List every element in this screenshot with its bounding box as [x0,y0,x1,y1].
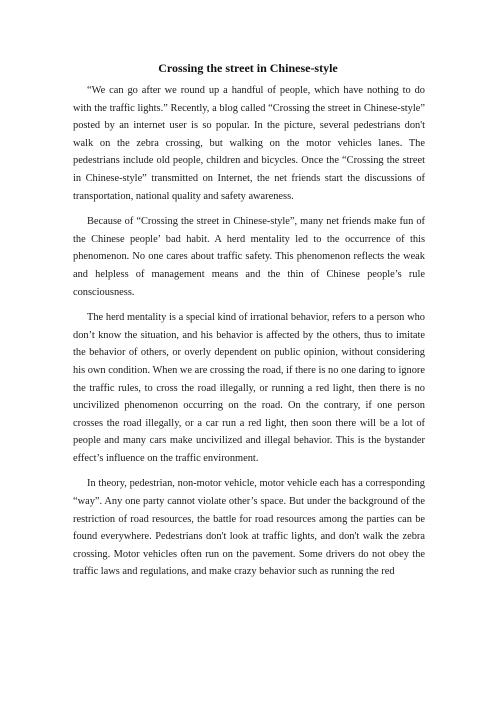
document-body [73,82,425,589]
paragraph-2: Because of “Crossing the street in Chinese-style”, many net friends make fun of the Chinese people’ bad habit. A herd mentality led to the occurrence of this phenomenon. No one cares about traffic safety. This phenomenon reflects the weak and helpless of management means and the thin of Chinese people’s rule consciousness. [73,216,425,298]
document-title: Crossing the street in Chinese-style [158,61,338,75]
paragraph-1: “We can go after we round up a handful of people, which have nothing to do with the traffic lights.” Recently, a blog called “Crossing the street in Chinese-style” posted by an internet user is so popular. In the picture, several pedestrians don't walk on the zebra crossing, but walking on the motor vehicles lanes. The pedestrians include old people, children and bicycles. Once the “Crossing the street in Chinese-style” transmitted on Internet, the net friends start the discussions of transportation, national quality and safety awareness. [73,85,425,202]
paragraph-3: The herd mentality is a special kind of irrational behavior, refers to a person who don’t know the situation, and his behavior is affected by the others, thus to imitate the behavior of others, or overly dependent on public opinion, without considering his own condition. When we are crossing the road, if there is no one daring to ignore the traffic rules, to cross the road illegally, or running a red light, then there is no uncivilized phenomenon occurring on the road. On the contrary, if one person crosses the road illegally, or a car run a red light, then soon there will be a lot of people and many cars make uncivilized and illegal behavior. This is the bystander effect’s influence on the traffic environment. [73,312,425,464]
paragraph-4: In theory, pedestrian, non-motor vehicle, motor vehicle each has a corresponding “way”. Any one party cannot violate other’s space. But under the background of the restriction of road resources, the battle for road resources among the parties can be found everywhere. Pedestrians don't look at traffic lights, and don't walk the zebra crossing. Motor vehicles often run on the pavement. Some drivers do not obey the traffic laws and regulations, and make crazy behavior such as running the red [73,478,425,578]
